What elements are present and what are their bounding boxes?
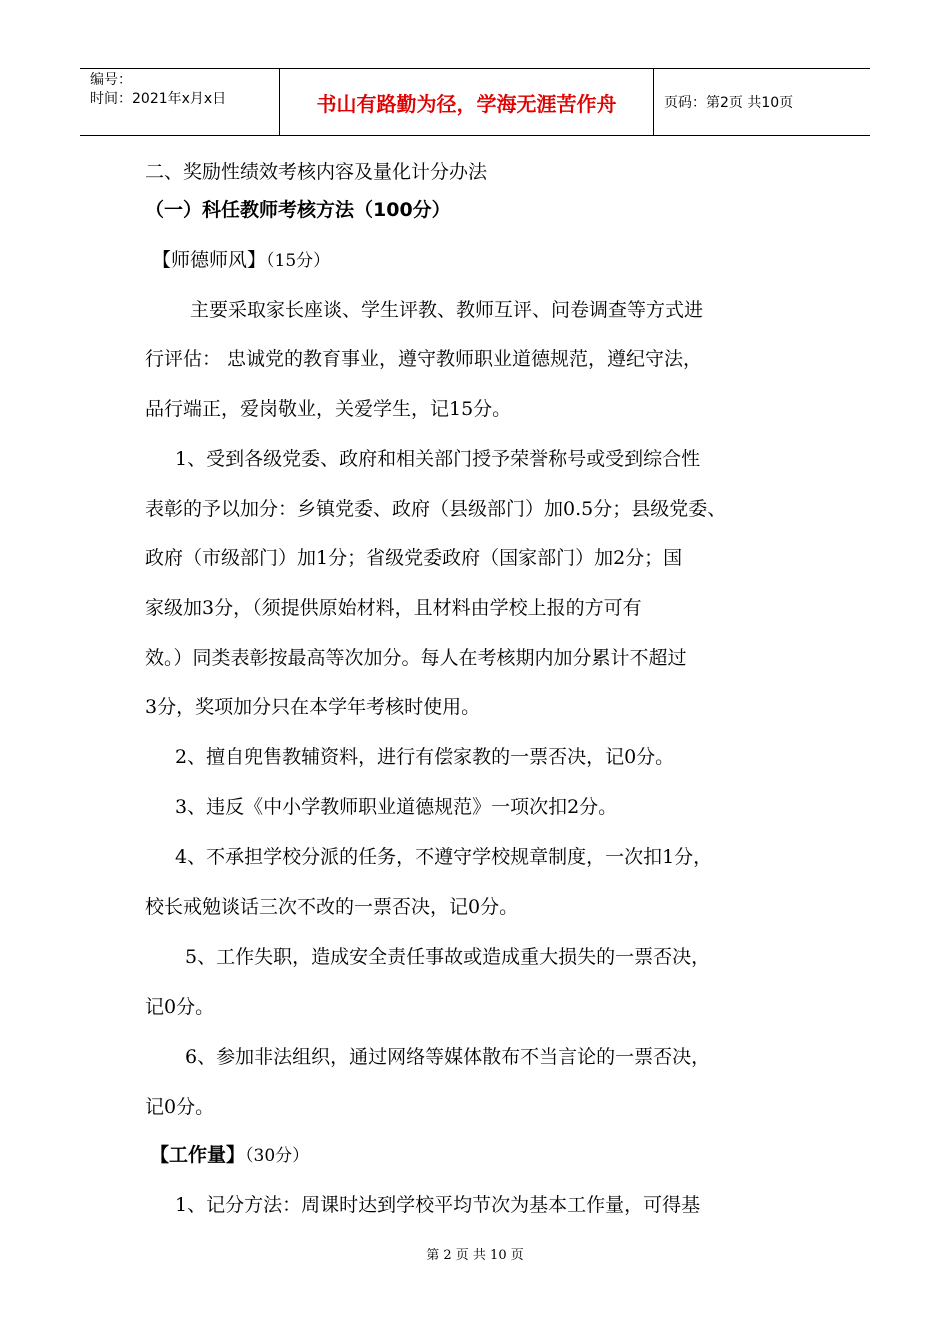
body-line: 记0分。 [145,996,215,1018]
number-label: 编号： [90,72,132,88]
workload-heading-row [150,1143,309,1168]
body-line: 4、不承担学校分派的任务，不遵守学校规章制度，一次扣1分， [175,846,713,868]
body-line: 2、擅自兜售教辅资料，进行有偿家教的一票否决，记0分。 [175,746,675,768]
workload-heading: 【工作量】 [150,1144,246,1166]
body-line: 行评估： 忠诚党的教育事业，遵守教师职业道德规范，遵纪守法， [145,348,703,370]
section-title: 二、奖励性绩效考核内容及量化计分办法 [145,161,488,183]
body-line: 6、参加非法组织，通过网络等媒体散布不当言论的一票否决， [185,1046,711,1068]
body-line: 政府（市级部门）加1分；省级党委政府（国家部门）加2分；国 [145,547,683,569]
page-footer: 第 2 页 共 10 页 [426,1248,524,1263]
ethics-heading-row [152,248,330,273]
document-header [80,68,870,136]
body-line: 家级加3分，（须提供原始材料，且材料由学校上报的方可有 [145,597,642,619]
body-line: 表彰的予以加分：乡镇党委、政府（县级部门）加0.5分；县级党委、 [145,498,727,520]
ethics-heading: 【师德师风】 [152,249,267,271]
header-motto-cell [280,69,654,135]
body-line: 主要采取家长座谈、学生评教、教师互评、问卷调查等方式进 [190,299,704,321]
body-line: 记0分。 [145,1096,215,1118]
body-line: 3、违反《中小学教师职业道德规范》一项次扣2分。 [175,796,618,818]
header-page-cell [654,69,870,135]
workload-line: 1、记分方法：周课时达到学校平均节次为基本工作量，可得基 [175,1194,701,1216]
body-line: 校长戒勉谈话三次不改的一票否决，记0分。 [145,896,519,918]
ethics-score: （15分） [266,251,331,271]
body-line: 1、受到各级党委、政府和相关部门授予荣誉称号或受到综合性 [175,448,701,470]
subsection-title: （一）科任教师考核方法（100分） [145,199,451,221]
motto-text: 书山有路勤为径，学海无涯苦作舟 [316,91,617,116]
body-line: 效。）同类表彰按最高等次加分。每人在考核期内加分累计不超过 [145,647,687,669]
page-label: 页码：第2页 共10页 [664,95,794,111]
body-line: 5、工作失职，造成安全责任事故或造成重大损失的一票否决， [185,946,711,968]
body-line: 3分，奖项加分只在本学年考核时使用。 [145,696,481,718]
header-info-cell [80,69,280,135]
body-line: 品行端正，爱岗敬业，关爱学生，记15分。 [145,398,512,420]
time-label: 时间：2021年x月x日 [90,91,227,107]
workload-score: （30分） [245,1146,310,1166]
